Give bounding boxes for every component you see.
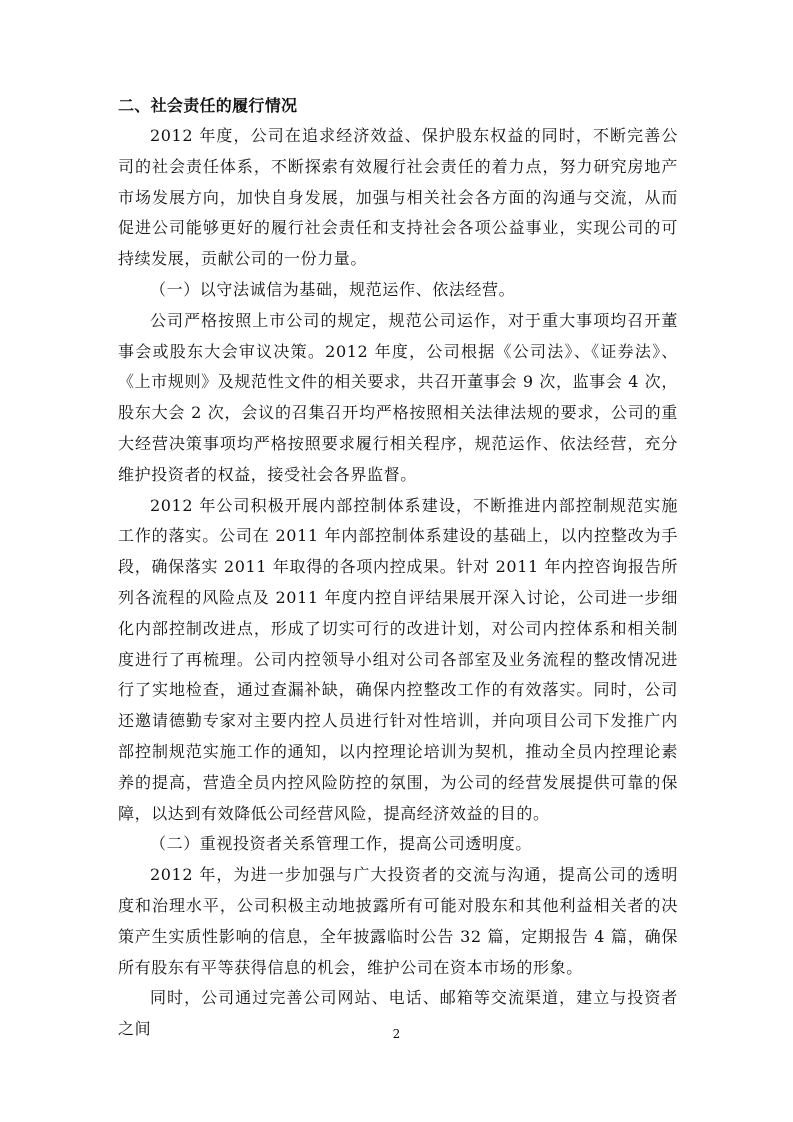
subsection-heading-2: （二）重视投资者关系管理工作，提高公司透明度。: [150, 834, 532, 854]
section-heading: 二、社会责任的履行情况: [118, 96, 298, 115]
paragraph-internal-control: 2012 年公司积极开展内部控制体系建设，不断推进内部控制规范实施工作的落实。公司在 2011 年内部控制体系建设的基础上，以内控整改为手段，确保落实 2011 年取得的各项内控成果。针对 2011 年内控咨询报告所列各流程的风险点及 2011 年度内控自评结果展开深入讨论，公司进一步细化内部控制改进点，形成了切实可行的改进计划，对公司内控体系和相关制度进行了再梳理。公司内控领导小组对公司各部室及业务流程的整改情况进行了实地检查，通过查漏补缺，确保内控整改工作的有效落实。同时，公司还邀请德勤专家对主要内控人员进行针对性培训，并向项目公司下发推广内部控制规范实施工作的通知，以内控理论培训为契机，推动全员内控理论素养的提高，营造全员内控风险防控的氛围，为公司的经营发展提供可靠的保障，以达到有效降低公司经营风险，提高经济效益的目的。: [118, 495, 678, 823]
subsection-heading-1: （一）以守法诚信为基础，规范运作、依法经营。: [150, 279, 516, 299]
paragraph-channels: 同时，公司通过完善公司网站、电话、邮箱等交流渠道，建立与投资者之间: [118, 988, 678, 1039]
document-body: [118, 91, 678, 1045]
page-number: 2: [392, 1027, 401, 1041]
intro-paragraph: 2012 年度，公司在追求经济效益、保护股东权益的同时，不断完善公司的社会责任体系，不断探索有效履行社会责任的着力点，努力研究房地产市场发展方向，加快自身发展，加强与相关社会各方面的沟通与交流，从而促进公司能够更好的履行社会责任和支持社会各项公益事业，实现公司的可持续发展，贡献公司的一份力量。: [118, 126, 678, 269]
paragraph-governance: 公司严格按照上市公司的规定，规范公司运作，对于重大事项均召开董事会或股东大会审议决策。2012 年度，公司根据《公司法》、《证券法》、《上市规则》及规范性文件的相关要求，共召开董事会 9 次，监事会 4 次，股东大会 2 次，会议的召集召开均严格按照相关法律法规的要求，公司的重大经营决策事项均严格按照要求履行相关程序，规范运作、依法经营，充分维护投资者的权益，接受社会各界监督。: [118, 310, 678, 484]
paragraph-disclosure: 2012 年，为进一步加强与广大投资者的交流与沟通，提高公司的透明度和治理水平，公司积极主动地披露所有可能对股东和其他利益相关者的决策产生实质性影响的信息，全年披露临时公告 32 篇，定期报告 4 篇，确保所有股东有平等获得信息的机会，维护公司在资本市场的形象。: [118, 865, 678, 977]
